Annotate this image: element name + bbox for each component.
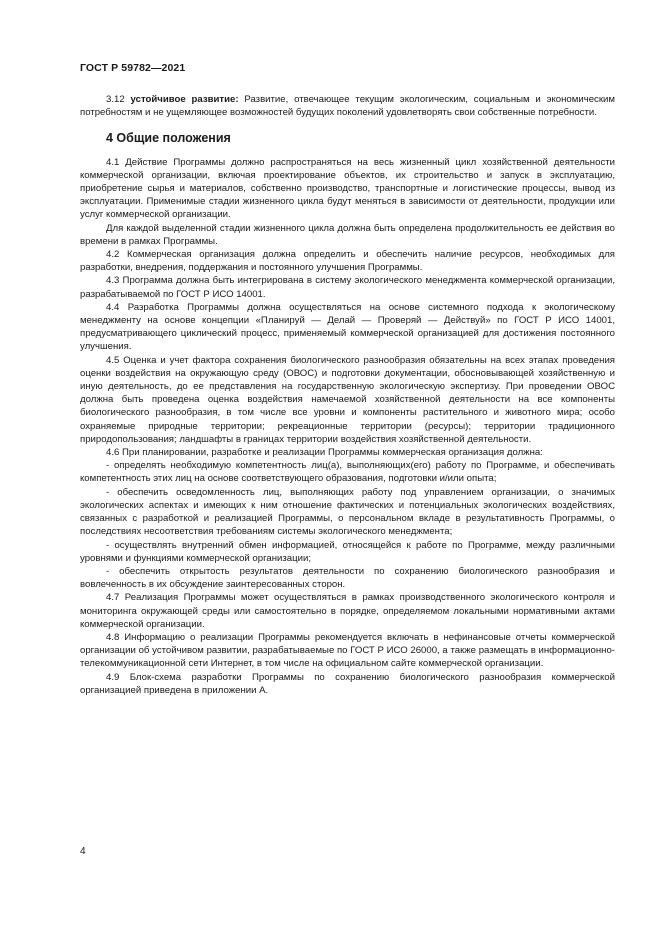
list-item-competence: - определять необходимую компетентность лиц(а), выполняющих(его) работу по Программе, и обеспечивать компетентность этих лиц на основе соответствующего образования, подготовки и/или опыта; bbox=[80, 460, 615, 485]
paragraph-4-9: 4.9 Блок-схема разработки Программы по сохранению биологического разнообразия коммерческой организацией приведена в приложении А. bbox=[80, 671, 615, 696]
paragraph-4-7: 4.7 Реализация Программы может осуществляться в рамках производственного экологического контроля и мониторинга окружающей среды или самостоятельно в порядке, определяемом локальными нормативными актами коммерческой организации. bbox=[80, 592, 615, 630]
document-code-header: ГОСТ Р 59782—2021 bbox=[80, 62, 186, 74]
paragraph-4-4: 4.4 Разработка Программы должна осуществляться на основе системного подхода к экологическому менеджменту на основе концепции «Планируй — Делай — Проверяй — Действуй» по ГОСТ Р ИСО 14001, предусматривающего циклический процесс, применяемый коммерческой организацией для достижения постоянного улучшения. bbox=[80, 301, 615, 353]
paragraph-4-1-duration: Для каждой выделенной стадии жизненного цикла должна быть определена продолжительность ее действия во времени в рамках Программы. bbox=[80, 222, 615, 247]
paragraph-4-6: 4.6 При планировании, разработке и реализации Программы коммерческая организация должна: bbox=[106, 447, 543, 459]
clause-number: 3.12 bbox=[106, 94, 125, 105]
list-item-internal-communication: - осуществлять внутренний обмен информацией, относящейся к работе по Программе, между различными уровнями и функциями коммерческой организации; bbox=[80, 539, 615, 564]
page-body bbox=[80, 93, 615, 697]
paragraph-4-5: 4.5 Оценка и учет фактора сохранения биологического разнообразия обязательны на всех этапах проведения оценки воздействия на окружающую среду (ОВОС) и подготовки документации, обосновывающей хозяйственную и иную деятельность, до ее представления на государственную экологическую экспертизу. При проведении ОВОС должна быть проведена оценка воздействия намечаемой хозяйственной деятельности на все компоненты биологического разнообразия, в том числе все уровни и компоненты растительного и животного мира; особо охраняемые природные территории; рекреационные территории (ресурсы); территории традиционного природопользования; ландшафты в границах территории воздействия хозяйственной деятельности. bbox=[80, 354, 615, 445]
term-label: устойчивое развитие: bbox=[130, 94, 239, 105]
list-item-awareness: - обеспечить осведомленность лиц, выполняющих работу под управлением организации, о значимых экологических аспектах и имеющих к ним отношение фактических и потенциальных экологических воздействиях, связанных с разработкой и реализацией Программы, о персональном вкладе в результативность Программы, о последствиях несоответствия требованиям системы экологического менеджмента; bbox=[80, 486, 615, 538]
paragraph-4-8: 4.8 Информацию о реализации Программы рекомендуется включать в нефинансовые отчеты коммерческой организации об устойчивом развитии, разрабатываемые по ГОСТ Р ИСО 26000, а также размещать в информационно-телекоммуникационной сети Интернет, в том числе на официальном сайте коммерческой организации. bbox=[80, 631, 615, 670]
clause-3-12 bbox=[80, 93, 615, 119]
page-number: 4 bbox=[80, 846, 86, 857]
list-item-transparency: - обеспечить открытость результатов деятельности по сохранению биологического разнообразия и вовлеченность в их обсуждение заинтересованных сторон. bbox=[80, 565, 615, 591]
section-title: 4 Общие положения bbox=[106, 131, 231, 146]
paragraph-4-3: 4.3 Программа должна быть интегрирована в систему экологического менеджмента коммерческой организации, разрабатываемой по ГОСТ Р ИСО 14001. bbox=[80, 275, 615, 300]
paragraph-4-2: 4.2 Коммерческая организация должна определить и обеспечить наличие ресурсов, необходимых для разработки, внедрения, поддержания и постоянного улучшения Программы. bbox=[80, 249, 615, 274]
paragraph-4-1: 4.1 Действие Программы должно распространяться на весь жизненный цикл хозяйственной деятельности коммерческой организации, включая проектирование объектов, их строительство и запуск в эксплуатацию, приобретение сырья и материалов, собственно производство, транспортные и логистические процессы, вывод из эксплуатации. Применимые стадии жизненного цикла будут меняться в зависимости от деятельности, продукции или услуг коммерческой организации. bbox=[80, 156, 615, 221]
term-definition: Развитие, отвечающее текущим экологическим, социальным и экономическим потребностям и не ущемляющее возможностей будущих поколений удовлетворять свои собственные потребности. bbox=[80, 94, 616, 119]
